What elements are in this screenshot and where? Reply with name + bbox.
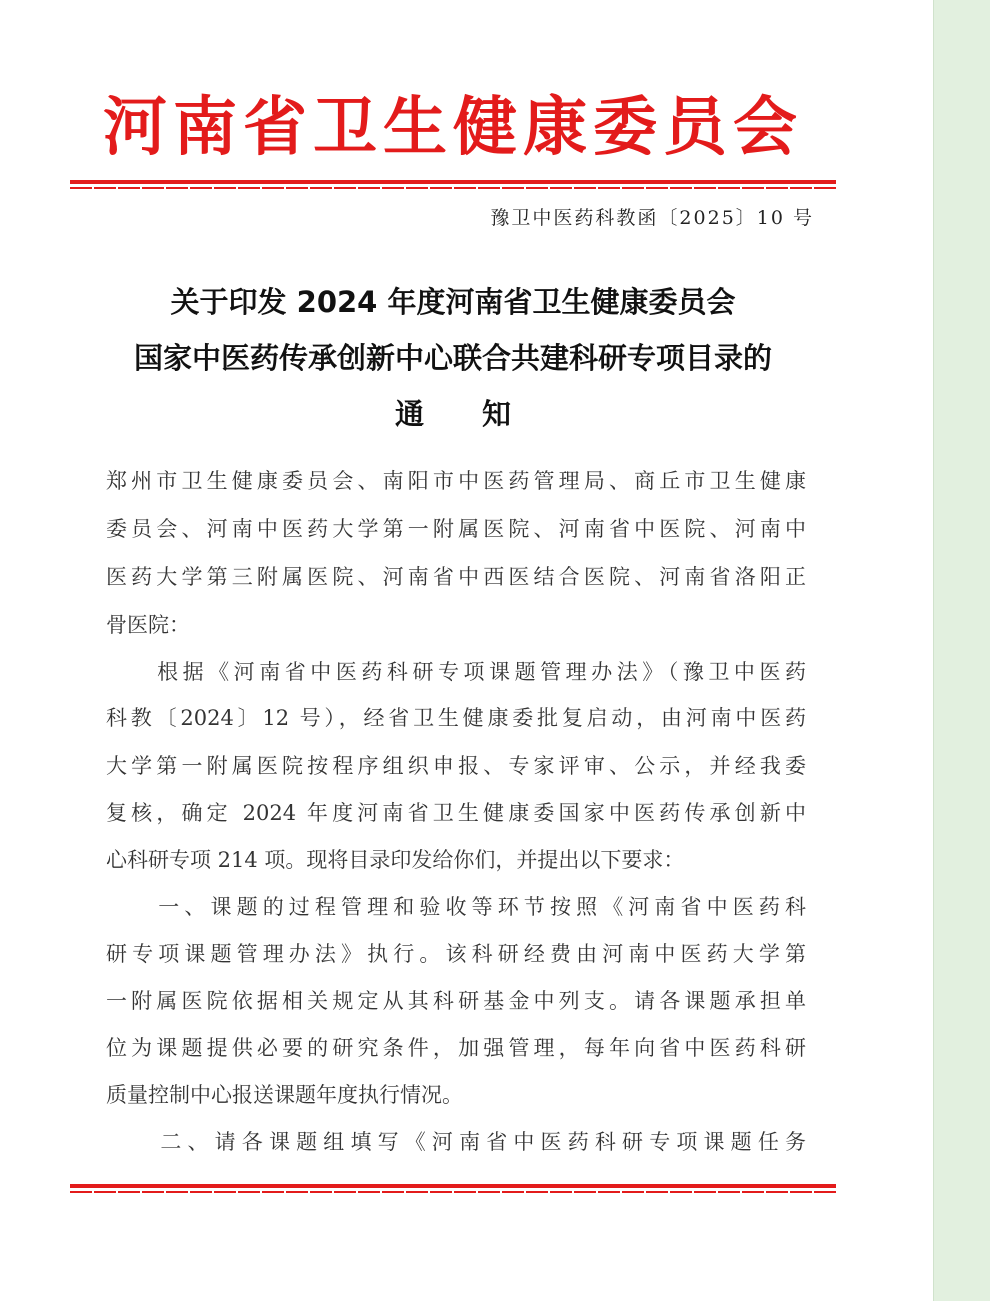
body-line: 委员会、河南中医药大学第一附属医院、河南省中医院、河南中 xyxy=(106,517,806,541)
masthead-title: 河南省卫生健康委员会 xyxy=(103,90,803,165)
notice-title-line-3: 通知 xyxy=(394,397,569,431)
notice-title-line-2: 国家中医药传承创新中心联合共建科研专项目录的 xyxy=(133,341,772,375)
body-line: 质量控制中心报送课题年度执行情况。 xyxy=(106,1083,463,1107)
body-line: 科教〔2024〕12 号），经省卫生健康委批复启动，由河南中医药 xyxy=(106,706,806,730)
right-margin-strip xyxy=(933,0,990,1301)
body-line: 心科研专项 214 项。现将目录印发给你们，并提出以下要求： xyxy=(106,848,685,872)
body-line: 复核，确定 2024 年度河南省卫生健康委国家中医药传承创新中 xyxy=(106,801,806,825)
red-footer-rule xyxy=(70,1184,836,1193)
body-line: 郑州市卫生健康委员会、南阳市中医药管理局、商丘市卫生健康 xyxy=(106,469,806,493)
body-line: 骨医院： xyxy=(106,613,190,637)
body-line: 医药大学第三附属医院、河南省中西医结合医院、河南省洛阳正 xyxy=(106,565,806,589)
document-number: 豫卫中医药科教函〔2025〕10 号 xyxy=(490,207,814,229)
notice-title-line-1: 关于印发 2024 年度河南省卫生健康委员会 xyxy=(170,285,736,319)
body-line: 二、请各课题组填写《河南省中医药科研专项课题任务 xyxy=(106,1130,806,1154)
red-header-rule xyxy=(70,180,836,189)
body-line: 根据《河南省中医药科研专项课题管理办法》（豫卫中医药 xyxy=(106,660,806,684)
body-line: 大学第一附属医院按程序组织申报、专家评审、公示，并经我委 xyxy=(106,754,806,778)
body-line: 位为课题提供必要的研究条件，加强管理，每年向省中医药科研 xyxy=(106,1036,806,1060)
body-line: 一、课题的过程管理和验收等环节按照《河南省中医药科 xyxy=(106,895,806,919)
body-line: 研专项课题管理办法》执行。该科研经费由河南中医药大学第 xyxy=(106,942,806,966)
body-line: 一附属医院依据相关规定从其科研基金中列支。请各课题承担单 xyxy=(106,989,806,1013)
